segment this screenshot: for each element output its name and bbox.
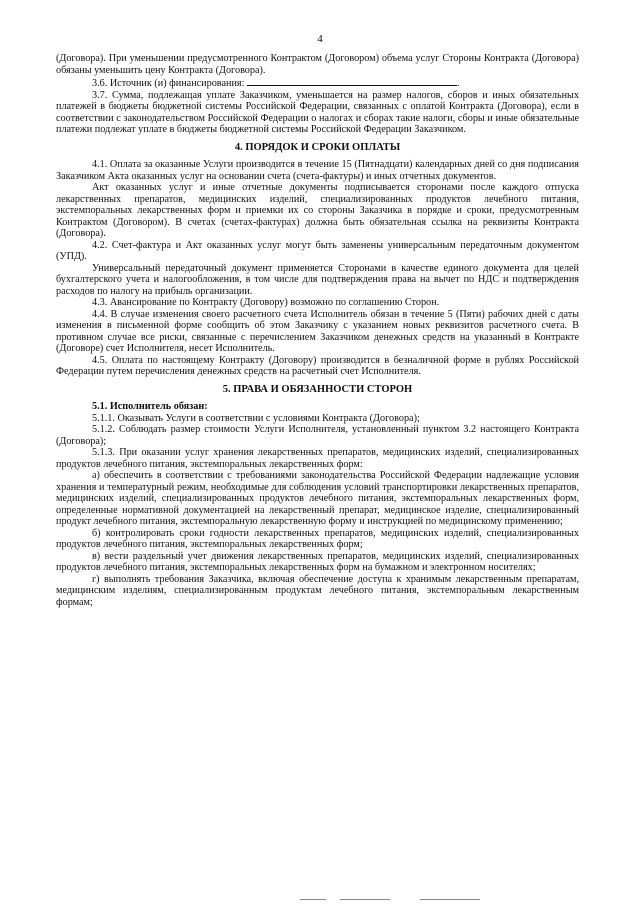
paragraph-5-1-2: 5.1.2. Соблюдать размер стоимости Услуги Исполнителя, установленный пунктом 3.2 настоящего Контракта (Договора); — [56, 424, 579, 447]
paragraph-5-1-3-a: а) обеспечить в соответствии с требованиями законодательства Российской Федерации надлежащие условия хранения и температурный режим, необходимые для соблюдения условий транспортировки лекарственных препаратов, медицинских изделий, специализированных продуктов лечебного питания, экстемпоральных лекарственных форм, определенные нормативной документацией на лекарственный препарат, медицинское изделие, специализированный продукт лечебного питания, экстемпоральную лекарственную форму и инструкцией по медицинскому применению; — [56, 470, 579, 527]
paragraph-4-5: 4.5. Оплата по настоящему Контракту (Договору) производится в безналичной форме в рублях Российской Федерации путем перечисления денежных средств на расчетный счет Исполнителя. — [56, 354, 579, 377]
paragraph-4-4: 4.4. В случае изменения своего расчетного счета Исполнитель обязан в течение 5 (Пяти) рабочих дней с даты изменения в письменной форме сообщить об этом Заказчику с указанием новых реквизитов расчетного счета. В противном случае все риски, связанные с перечислением Заказчиком денежных средств на указанный в Контракте (Договоре) счет Исполнителя, несет Исполнитель. — [56, 308, 579, 354]
paragraph-4-1: 4.1. Оплата за оказанные Услуги производится в течение 15 (Пятнадцати) календарных дней со дня подписания Заказчиком Акта оказанных услуг на основании счета (счета-фактуры) и иных отчетных документов. — [56, 159, 579, 182]
paragraph-4-2: 4.2. Счет-фактура и Акт оказанных услуг могут быть заменены универсальным передаточным документом (УПД). — [56, 239, 579, 262]
paragraph-3-6-end: . — [456, 78, 460, 89]
scan-mark-line — [340, 899, 390, 900]
financing-source-blank — [247, 76, 457, 86]
scan-mark-line — [300, 899, 326, 900]
paragraph-5-1-1: 5.1.1. Оказывать Услуги в соответствии с условиями Контракта (Договора); — [92, 412, 420, 424]
paragraph-5-1-3: 5.1.3. При оказании услуг хранения лекарственных препаратов, медицинских изделий, специализированных продуктов лечебного питания, экстемпоральных лекарственных форм: — [56, 447, 579, 470]
paragraph-3-7: 3.7. Сумма, подлежащая уплате Заказчиком, уменьшается на размер налогов, сборов и иных обязательных платежей в бюджеты бюджетной системы Российской Федерации, связанных с оплатой Контракта (Договора), если в соответствии с законодательством Российской Федерации о налогах и сборах такие налоги, сборы и иные обязательные платежи подлежат уплате в бюджеты бюджетной системы Российской Федерации Заказчиком. — [56, 89, 579, 135]
page-number: 4 — [317, 33, 323, 45]
paragraph-4-1-acts: Акт оказанных услуг и иные отчетные документы подписывается сторонами после каждого отпуска лекарственных препаратов, медицинских изделий, специализированных продуктов лечебного питания, экстемпоральных лекарственных форм и приемки их со стороны Заказчика в порядке и сроки, предусмотренным Контрактом (Договором). В счетах (счетах-фактурах) должна быть обязательная ссылка на реквизиты Контракта (Договора). — [56, 182, 579, 239]
paragraph-4-3: 4.3. Авансирование по Контракту (Договору) возможно по соглашению Сторон. — [92, 297, 440, 308]
section-4-title: 4. ПОРЯДОК И СРОКИ ОПЛАТЫ — [234, 141, 401, 153]
paragraph-contract-volume: (Договора). При уменьшении предусмотренного Контрактом (Договором) объема услуг Стороны Контракта (Договора) обязаны уменьшить цену Контракта (Договора). — [56, 53, 579, 76]
paragraph-4-2-upd: Универсальный передаточный документ применяется Сторонами в качестве единого документа для целей бухгалтерского учета и налогообложения, в том числе для подтверждения права на вычет по НДС и подтверждения расходов по налогу на прибыль организации. — [56, 262, 579, 297]
paragraph-5-1-3-v: в) вести раздельный учет движения лекарственных препаратов, медицинских изделий, специализированных продуктов лечебного питания, экстемпоральных лекарственных форм на бумажном и электронном носителях; — [56, 550, 579, 573]
scan-mark-line — [420, 899, 480, 900]
paragraph-5-1-3-b: б) контролировать сроки годности лекарственных препаратов, медицинских изделий, специализированных продуктов лечебного питания, экстемпоральных лекарственных форм; — [56, 527, 579, 550]
section-5-title: 5. ПРАВА И ОБЯЗАННОСТИ СТОРОН — [222, 383, 413, 395]
paragraph-3-6-text: 3.6. Источник (и) финансирования: — [92, 78, 245, 89]
paragraph-3-6 — [56, 76, 579, 90]
document-body — [56, 53, 579, 608]
paragraph-5-1-3-g: г) выполнять требования Заказчика, включая обеспечение доступа к хранимым лекарственным препаратам, медицинским изделиям, специализированным продуктам лечебного питания, экстемпоральным лекарственным формам; — [56, 573, 579, 608]
paragraph-5-1: 5.1. Исполнитель обязан: — [92, 401, 208, 412]
